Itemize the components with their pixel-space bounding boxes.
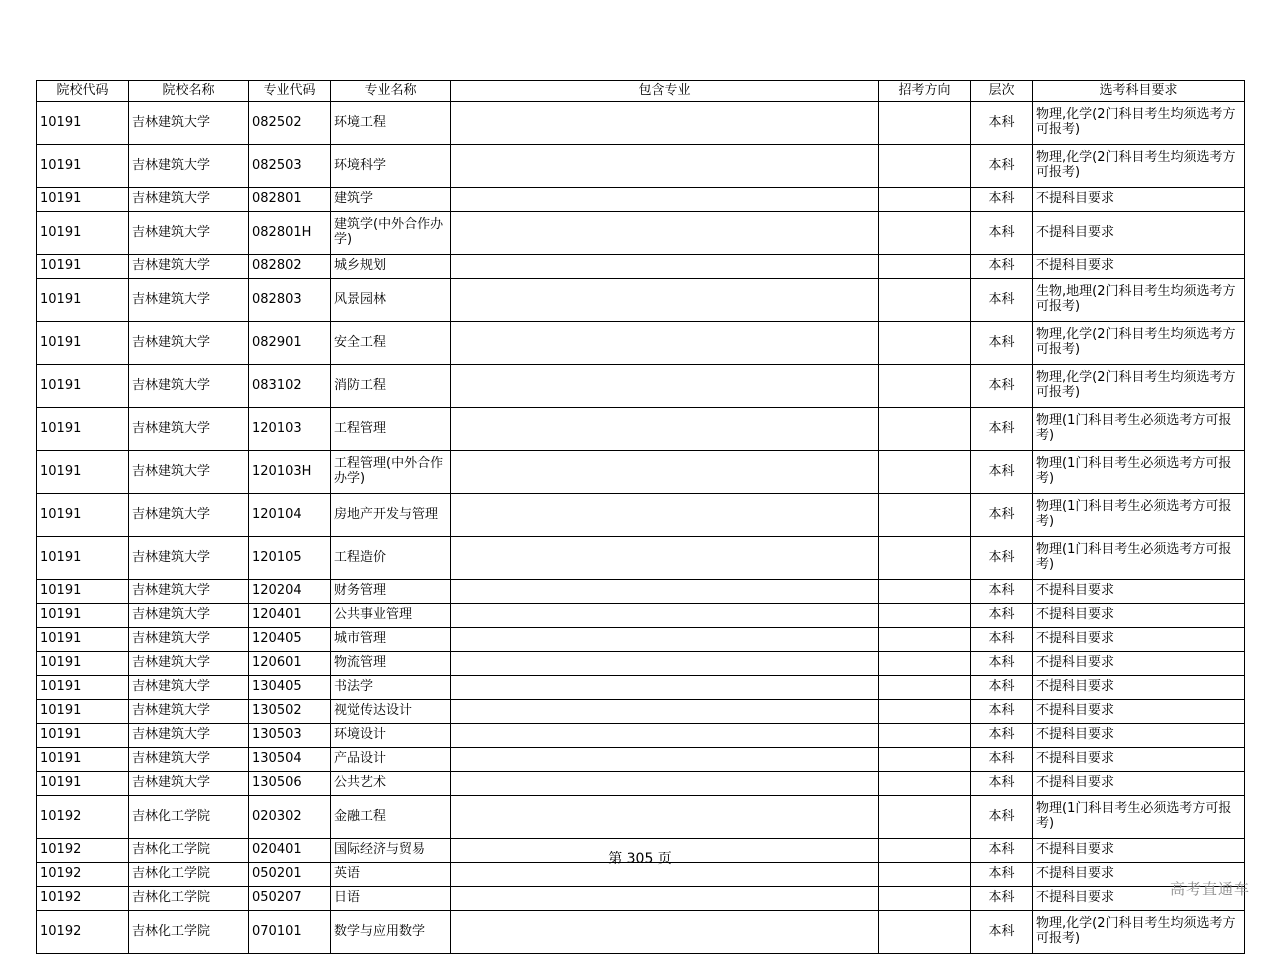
table-row bbox=[37, 652, 1245, 676]
cell-level: 本科 bbox=[971, 863, 1033, 887]
cell-school-name: 吉林建筑大学 bbox=[129, 772, 249, 796]
cell-major-name: 房地产开发与管理 bbox=[331, 494, 451, 537]
cell-subject-requirement: 物理,化学(2门科目考生均须选考方可报考) bbox=[1033, 365, 1245, 408]
cell-included-majors bbox=[451, 652, 879, 676]
cell-major-name: 视觉传达设计 bbox=[331, 700, 451, 724]
cell-school-name: 吉林建筑大学 bbox=[129, 212, 249, 255]
cell-school-code: 10192 bbox=[37, 839, 129, 863]
cell-school-code: 10191 bbox=[37, 322, 129, 365]
cell-school-name: 吉林建筑大学 bbox=[129, 676, 249, 700]
cell-included-majors bbox=[451, 887, 879, 911]
cell-subject-requirement: 不提科目要求 bbox=[1033, 676, 1245, 700]
cell-subject-requirement: 不提科目要求 bbox=[1033, 839, 1245, 863]
cell-school-code: 10191 bbox=[37, 145, 129, 188]
cell-included-majors bbox=[451, 748, 879, 772]
table-row bbox=[37, 796, 1245, 839]
column-header-admission-direction: 招考方向 bbox=[879, 81, 971, 102]
column-header-level: 层次 bbox=[971, 81, 1033, 102]
cell-subject-requirement: 物理(1门科目考生必须选考方可报考) bbox=[1033, 408, 1245, 451]
cell-school-code: 10191 bbox=[37, 700, 129, 724]
cell-level: 本科 bbox=[971, 748, 1033, 772]
cell-admission-direction bbox=[879, 700, 971, 724]
cell-level: 本科 bbox=[971, 839, 1033, 863]
cell-admission-direction bbox=[879, 279, 971, 322]
cell-level: 本科 bbox=[971, 604, 1033, 628]
table-row bbox=[37, 212, 1245, 255]
cell-school-name: 吉林建筑大学 bbox=[129, 408, 249, 451]
cell-school-code: 10191 bbox=[37, 279, 129, 322]
cell-subject-requirement: 不提科目要求 bbox=[1033, 212, 1245, 255]
cell-major-name: 书法学 bbox=[331, 676, 451, 700]
cell-admission-direction bbox=[879, 408, 971, 451]
cell-included-majors bbox=[451, 537, 879, 580]
table-row bbox=[37, 748, 1245, 772]
cell-major-name: 工程造价 bbox=[331, 537, 451, 580]
cell-school-name: 吉林建筑大学 bbox=[129, 451, 249, 494]
cell-school-code: 10191 bbox=[37, 408, 129, 451]
cell-subject-requirement: 不提科目要求 bbox=[1033, 188, 1245, 212]
cell-subject-requirement: 不提科目要求 bbox=[1033, 652, 1245, 676]
cell-admission-direction bbox=[879, 145, 971, 188]
cell-school-name: 吉林建筑大学 bbox=[129, 748, 249, 772]
cell-major-code: 070101 bbox=[249, 911, 331, 954]
cell-school-name: 吉林化工学院 bbox=[129, 887, 249, 911]
column-header-major-code: 专业代码 bbox=[249, 81, 331, 102]
table-row bbox=[37, 188, 1245, 212]
table-row bbox=[37, 279, 1245, 322]
cell-admission-direction bbox=[879, 102, 971, 145]
cell-subject-requirement: 物理,化学(2门科目考生均须选考方可报考) bbox=[1033, 145, 1245, 188]
cell-major-code: 082901 bbox=[249, 322, 331, 365]
cell-included-majors bbox=[451, 188, 879, 212]
cell-level: 本科 bbox=[971, 279, 1033, 322]
cell-major-code: 082503 bbox=[249, 145, 331, 188]
cell-major-name: 安全工程 bbox=[331, 322, 451, 365]
cell-subject-requirement: 不提科目要求 bbox=[1033, 580, 1245, 604]
cell-admission-direction bbox=[879, 537, 971, 580]
page-number: 第 305 页 bbox=[608, 851, 672, 867]
cell-school-code: 10191 bbox=[37, 748, 129, 772]
cell-included-majors bbox=[451, 255, 879, 279]
table-row bbox=[37, 494, 1245, 537]
column-header-school-name: 院校名称 bbox=[129, 81, 249, 102]
cell-admission-direction bbox=[879, 724, 971, 748]
cell-major-name: 风景园林 bbox=[331, 279, 451, 322]
cell-level: 本科 bbox=[971, 212, 1033, 255]
table-row bbox=[37, 772, 1245, 796]
cell-level: 本科 bbox=[971, 451, 1033, 494]
cell-school-name: 吉林建筑大学 bbox=[129, 628, 249, 652]
cell-level: 本科 bbox=[971, 887, 1033, 911]
cell-major-code: 082801 bbox=[249, 188, 331, 212]
cell-subject-requirement: 不提科目要求 bbox=[1033, 887, 1245, 911]
cell-included-majors bbox=[451, 772, 879, 796]
cell-school-code: 10191 bbox=[37, 772, 129, 796]
cell-school-code: 10191 bbox=[37, 188, 129, 212]
cell-subject-requirement: 不提科目要求 bbox=[1033, 724, 1245, 748]
cell-major-code: 120103 bbox=[249, 408, 331, 451]
cell-level: 本科 bbox=[971, 255, 1033, 279]
cell-major-code: 020401 bbox=[249, 839, 331, 863]
cell-included-majors bbox=[451, 676, 879, 700]
cell-school-name: 吉林建筑大学 bbox=[129, 537, 249, 580]
cell-major-code: 120401 bbox=[249, 604, 331, 628]
cell-major-code: 082801H bbox=[249, 212, 331, 255]
cell-major-name: 消防工程 bbox=[331, 365, 451, 408]
cell-school-code: 10191 bbox=[37, 652, 129, 676]
cell-major-name: 城市管理 bbox=[331, 628, 451, 652]
cell-admission-direction bbox=[879, 494, 971, 537]
cell-school-code: 10191 bbox=[37, 494, 129, 537]
table-row bbox=[37, 700, 1245, 724]
cell-major-code: 120103H bbox=[249, 451, 331, 494]
cell-admission-direction bbox=[879, 365, 971, 408]
cell-school-code: 10191 bbox=[37, 628, 129, 652]
table-row bbox=[37, 408, 1245, 451]
table-row bbox=[37, 676, 1245, 700]
cell-included-majors bbox=[451, 145, 879, 188]
cell-major-name: 金融工程 bbox=[331, 796, 451, 839]
cell-level: 本科 bbox=[971, 537, 1033, 580]
cell-major-name: 日语 bbox=[331, 887, 451, 911]
column-header-school-code: 院校代码 bbox=[37, 81, 129, 102]
cell-level: 本科 bbox=[971, 188, 1033, 212]
cell-admission-direction bbox=[879, 887, 971, 911]
cell-school-code: 10191 bbox=[37, 102, 129, 145]
cell-school-name: 吉林建筑大学 bbox=[129, 652, 249, 676]
cell-subject-requirement: 不提科目要求 bbox=[1033, 700, 1245, 724]
cell-admission-direction bbox=[879, 911, 971, 954]
cell-admission-direction bbox=[879, 676, 971, 700]
cell-major-code: 082803 bbox=[249, 279, 331, 322]
cell-admission-direction bbox=[879, 451, 971, 494]
table-row bbox=[37, 451, 1245, 494]
cell-subject-requirement: 物理(1门科目考生必须选考方可报考) bbox=[1033, 796, 1245, 839]
cell-major-code: 020302 bbox=[249, 796, 331, 839]
cell-subject-requirement: 物理(1门科目考生必须选考方可报考) bbox=[1033, 494, 1245, 537]
cell-school-name: 吉林建筑大学 bbox=[129, 279, 249, 322]
table-row bbox=[37, 365, 1245, 408]
cell-subject-requirement: 物理(1门科目考生必须选考方可报考) bbox=[1033, 451, 1245, 494]
cell-school-code: 10191 bbox=[37, 676, 129, 700]
cell-included-majors bbox=[451, 580, 879, 604]
cell-subject-requirement: 不提科目要求 bbox=[1033, 255, 1245, 279]
cell-included-majors bbox=[451, 408, 879, 451]
cell-level: 本科 bbox=[971, 494, 1033, 537]
cell-admission-direction bbox=[879, 188, 971, 212]
cell-school-name: 吉林建筑大学 bbox=[129, 724, 249, 748]
cell-subject-requirement: 物理,化学(2门科目考生均须选考方可报考) bbox=[1033, 911, 1245, 954]
cell-school-name: 吉林建筑大学 bbox=[129, 700, 249, 724]
cell-major-code: 130504 bbox=[249, 748, 331, 772]
cell-major-code: 120105 bbox=[249, 537, 331, 580]
cell-major-name: 财务管理 bbox=[331, 580, 451, 604]
cell-major-code: 082802 bbox=[249, 255, 331, 279]
cell-level: 本科 bbox=[971, 772, 1033, 796]
cell-major-name: 城乡规划 bbox=[331, 255, 451, 279]
cell-major-name: 公共事业管理 bbox=[331, 604, 451, 628]
cell-level: 本科 bbox=[971, 102, 1033, 145]
cell-subject-requirement: 不提科目要求 bbox=[1033, 748, 1245, 772]
cell-school-name: 吉林建筑大学 bbox=[129, 145, 249, 188]
cell-included-majors bbox=[451, 724, 879, 748]
column-header-included-majors: 包含专业 bbox=[451, 81, 879, 102]
cell-included-majors bbox=[451, 322, 879, 365]
cell-level: 本科 bbox=[971, 580, 1033, 604]
cell-admission-direction bbox=[879, 212, 971, 255]
cell-subject-requirement: 物理,化学(2门科目考生均须选考方可报考) bbox=[1033, 322, 1245, 365]
cell-school-name: 吉林建筑大学 bbox=[129, 102, 249, 145]
cell-school-code: 10191 bbox=[37, 212, 129, 255]
cell-major-name: 产品设计 bbox=[331, 748, 451, 772]
cell-school-name: 吉林化工学院 bbox=[129, 911, 249, 954]
cell-admission-direction bbox=[879, 604, 971, 628]
cell-level: 本科 bbox=[971, 724, 1033, 748]
cell-included-majors bbox=[451, 700, 879, 724]
cell-major-code: 120405 bbox=[249, 628, 331, 652]
cell-major-name: 环境工程 bbox=[331, 102, 451, 145]
cell-school-code: 10191 bbox=[37, 255, 129, 279]
cell-school-code: 10192 bbox=[37, 887, 129, 911]
cell-level: 本科 bbox=[971, 911, 1033, 954]
cell-admission-direction bbox=[879, 748, 971, 772]
cell-school-name: 吉林建筑大学 bbox=[129, 255, 249, 279]
cell-level: 本科 bbox=[971, 322, 1033, 365]
cell-major-name: 建筑学 bbox=[331, 188, 451, 212]
cell-level: 本科 bbox=[971, 676, 1033, 700]
cell-major-code: 130506 bbox=[249, 772, 331, 796]
cell-major-code: 083102 bbox=[249, 365, 331, 408]
cell-school-name: 吉林建筑大学 bbox=[129, 188, 249, 212]
cell-school-code: 10192 bbox=[37, 796, 129, 839]
cell-included-majors bbox=[451, 212, 879, 255]
cell-admission-direction bbox=[879, 652, 971, 676]
table-body bbox=[37, 102, 1245, 954]
cell-admission-direction bbox=[879, 772, 971, 796]
cell-major-name: 工程管理(中外合作办学) bbox=[331, 451, 451, 494]
cell-school-code: 10191 bbox=[37, 724, 129, 748]
cell-admission-direction bbox=[879, 322, 971, 365]
cell-major-code: 130502 bbox=[249, 700, 331, 724]
cell-major-name: 国际经济与贸易 bbox=[331, 839, 451, 863]
cell-level: 本科 bbox=[971, 145, 1033, 188]
table-row bbox=[37, 580, 1245, 604]
cell-school-code: 10191 bbox=[37, 580, 129, 604]
table-row bbox=[37, 724, 1245, 748]
cell-major-code: 120204 bbox=[249, 580, 331, 604]
cell-included-majors bbox=[451, 628, 879, 652]
cell-level: 本科 bbox=[971, 365, 1033, 408]
cell-level: 本科 bbox=[971, 408, 1033, 451]
cell-major-name: 工程管理 bbox=[331, 408, 451, 451]
cell-major-code: 120104 bbox=[249, 494, 331, 537]
table-row bbox=[37, 322, 1245, 365]
cell-admission-direction bbox=[879, 255, 971, 279]
cell-major-name: 数学与应用数学 bbox=[331, 911, 451, 954]
cell-level: 本科 bbox=[971, 796, 1033, 839]
cell-subject-requirement: 不提科目要求 bbox=[1033, 604, 1245, 628]
cell-school-name: 吉林建筑大学 bbox=[129, 494, 249, 537]
cell-included-majors bbox=[451, 911, 879, 954]
cell-major-name: 英语 bbox=[331, 863, 451, 887]
cell-school-name: 吉林建筑大学 bbox=[129, 365, 249, 408]
table-header-row bbox=[37, 81, 1245, 102]
cell-level: 本科 bbox=[971, 652, 1033, 676]
cell-admission-direction bbox=[879, 628, 971, 652]
cell-school-name: 吉林建筑大学 bbox=[129, 580, 249, 604]
cell-major-name: 公共艺术 bbox=[331, 772, 451, 796]
table-row bbox=[37, 255, 1245, 279]
cell-included-majors bbox=[451, 365, 879, 408]
cell-admission-direction bbox=[879, 796, 971, 839]
cell-included-majors bbox=[451, 604, 879, 628]
watermark-label: 高考直通车 bbox=[1169, 880, 1250, 898]
cell-level: 本科 bbox=[971, 700, 1033, 724]
cell-major-code: 130405 bbox=[249, 676, 331, 700]
cell-subject-requirement: 不提科目要求 bbox=[1033, 863, 1245, 887]
cell-school-name: 吉林化工学院 bbox=[129, 839, 249, 863]
table-row bbox=[37, 145, 1245, 188]
cell-major-code: 130503 bbox=[249, 724, 331, 748]
cell-included-majors bbox=[451, 796, 879, 839]
table-row bbox=[37, 102, 1245, 145]
table-row bbox=[37, 887, 1245, 911]
cell-included-majors bbox=[451, 279, 879, 322]
table-header bbox=[37, 81, 1245, 102]
cell-school-name: 吉林建筑大学 bbox=[129, 322, 249, 365]
cell-major-code: 120601 bbox=[249, 652, 331, 676]
major-table-container bbox=[36, 80, 1244, 954]
cell-major-code: 050201 bbox=[249, 863, 331, 887]
cell-subject-requirement: 不提科目要求 bbox=[1033, 772, 1245, 796]
cell-major-code: 082502 bbox=[249, 102, 331, 145]
cell-school-name: 吉林化工学院 bbox=[129, 863, 249, 887]
cell-subject-requirement: 物理(1门科目考生必须选考方可报考) bbox=[1033, 537, 1245, 580]
cell-school-code: 10191 bbox=[37, 604, 129, 628]
table-row bbox=[37, 628, 1245, 652]
cell-subject-requirement: 不提科目要求 bbox=[1033, 628, 1245, 652]
cell-major-code: 050207 bbox=[249, 887, 331, 911]
cell-school-name: 吉林建筑大学 bbox=[129, 604, 249, 628]
cell-admission-direction bbox=[879, 580, 971, 604]
cell-school-code: 10191 bbox=[37, 365, 129, 408]
cell-major-name: 环境设计 bbox=[331, 724, 451, 748]
cell-school-code: 10192 bbox=[37, 911, 129, 954]
cell-level: 本科 bbox=[971, 628, 1033, 652]
cell-subject-requirement: 物理,化学(2门科目考生均须选考方可报考) bbox=[1033, 102, 1245, 145]
cell-major-name: 建筑学(中外合作办学) bbox=[331, 212, 451, 255]
column-header-subject-requirement: 选考科目要求 bbox=[1033, 81, 1245, 102]
major-requirements-table bbox=[36, 80, 1245, 954]
cell-subject-requirement: 生物,地理(2门科目考生均须选考方可报考) bbox=[1033, 279, 1245, 322]
cell-school-name: 吉林化工学院 bbox=[129, 796, 249, 839]
cell-school-code: 10191 bbox=[37, 451, 129, 494]
cell-included-majors bbox=[451, 102, 879, 145]
cell-school-code: 10192 bbox=[37, 863, 129, 887]
cell-school-code: 10191 bbox=[37, 537, 129, 580]
table-row bbox=[37, 604, 1245, 628]
cell-major-name: 物流管理 bbox=[331, 652, 451, 676]
cell-major-name: 环境科学 bbox=[331, 145, 451, 188]
cell-included-majors bbox=[451, 451, 879, 494]
cell-included-majors bbox=[451, 494, 879, 537]
table-row bbox=[37, 911, 1245, 954]
table-row bbox=[37, 537, 1245, 580]
column-header-major-name: 专业名称 bbox=[331, 81, 451, 102]
